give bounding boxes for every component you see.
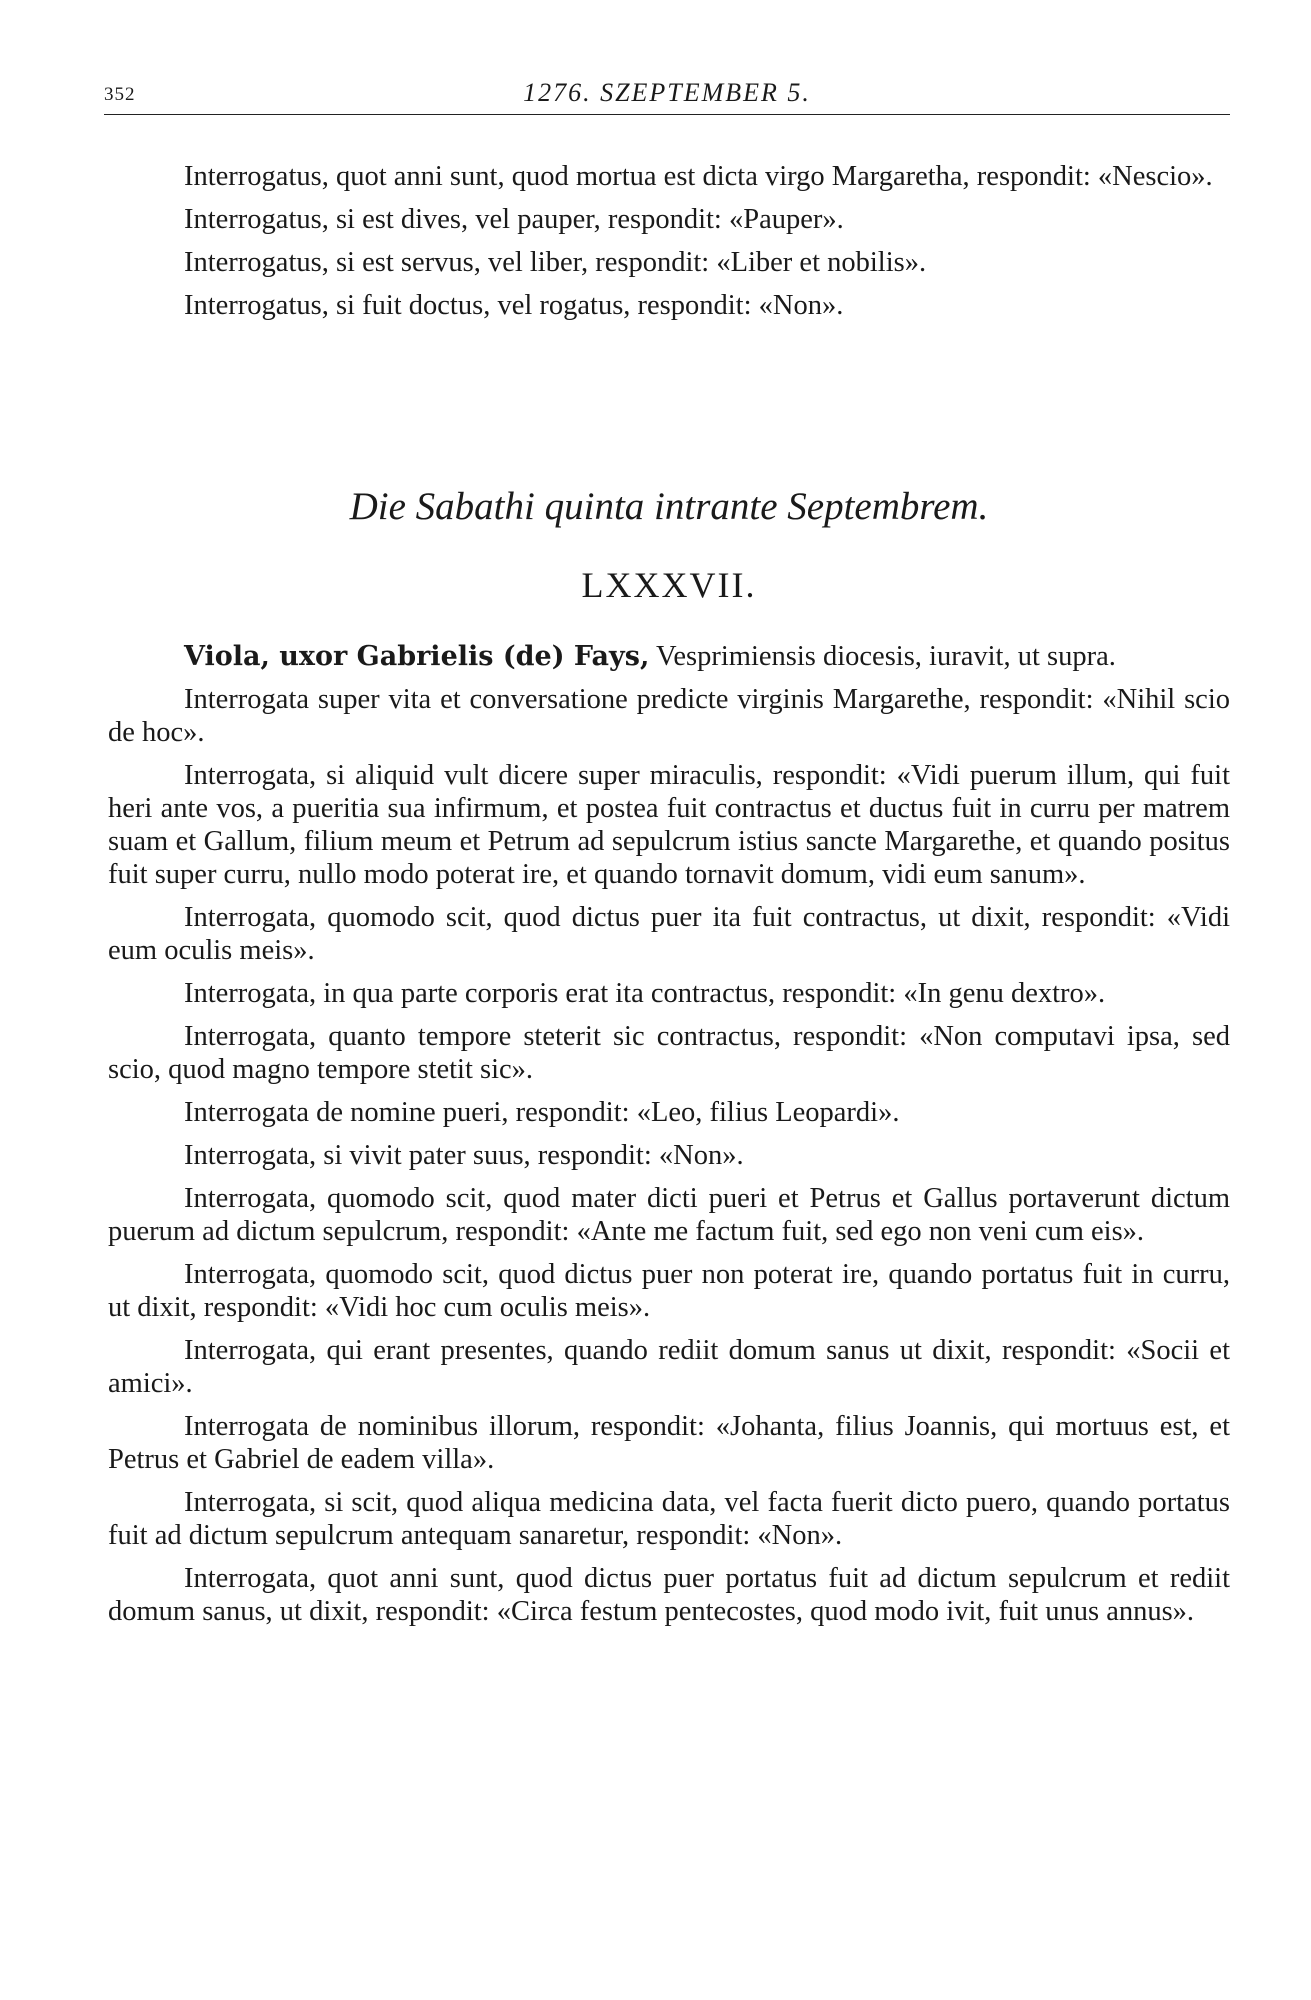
paragraph: Interrogata, si scit, quod aliqua medicina data, vel facta fuerit dicto puero, quando portatus fuit ad dictum sepulcrum antequam sanaretur, respondit: «Non». [108, 1487, 1230, 1551]
running-title: 1276. SZEPTEMBER 5. [523, 78, 811, 107]
testimony-text-block [108, 640, 1230, 1638]
section-title: Die Sabathi quinta intrante Septembrem. [349, 485, 989, 528]
paragraph: Interrogata, in qua parte corporis erat ita contractus, respondit: «In genu dextro». [184, 978, 1106, 1009]
paragraph: Interrogata, quot anni sunt, quod dictus puer portatus fuit ad dictum sepulcrum et rediit domum sanus, ut dixit, respondit: «Circa festum pentecostes, quod modo ivit, fuit unus annus». [108, 1563, 1230, 1627]
paragraph: Interrogatus, si est servus, vel liber, respondit: «Liber et nobilis». [184, 247, 927, 278]
paragraph: Interrogata de nomine pueri, respondit: «Leo, filius Leopardi». [184, 1097, 900, 1128]
paragraph: Interrogata, quomodo scit, quod dictus puer non poterat ire, quando portatus fuit in curru, ut dixit, respondit: «Vidi hoc cum oculis meis». [108, 1259, 1230, 1323]
paragraph: Interrogata, si aliquid vult dicere super miraculis, respondit: «Vidi puerum illum, qui fuit heri ante vos, a pueritia sua infirmum, et postea fuit contractus et ductus fuit in curru per matrem suam et Gallum, filium meum et Petrum ad sepulcrum istius sancte Margarethe, et quando positus fuit super curru, nullo modo poterat ire, et quando tornavit domum, vidi eum sanum». [108, 760, 1230, 890]
paragraph: Interrogata, quomodo scit, quod dictus puer ita fuit contractus, ut dixit, respondit: «Vidi eum oculis meis». [108, 902, 1230, 966]
paragraph: Interrogatus, si est dives, vel pauper, respondit: «Pauper». [184, 204, 844, 235]
witness-paragraph [108, 640, 1230, 673]
paragraph: Interrogatus, si fuit doctus, vel rogatus, respondit: «Non». [184, 290, 844, 321]
paragraph: Interrogatus, quot anni sunt, quod mortua est dicta virgo Margaretha, respondit: «Nescio». [184, 161, 1213, 192]
paragraph: Interrogata, qui erant presentes, quando rediit domum sanus ut dixit, respondit: «Socii et amici». [108, 1335, 1230, 1399]
witness-name: Viola, uxor Gabrielis (de) Fays, [184, 641, 650, 672]
paragraph: Interrogata, quomodo scit, quod mater dicti pueri et Petrus et Gallus portaverunt dictum puerum ad dictum sepulcrum, respondit: «Ante me factum fuit, sed ego non veni cum eis». [108, 1183, 1230, 1247]
page-number: 352 [104, 84, 136, 105]
paragraph: Interrogata, si vivit pater suus, respondit: «Non». [184, 1140, 744, 1171]
paragraph: Interrogata super vita et conversatione predicte virginis Margarethe, respondit: «Nihil scio de hoc». [108, 684, 1230, 748]
section-number: LXXXVII. [581, 565, 757, 605]
running-head [104, 74, 1230, 115]
top-text-block [108, 160, 1230, 332]
paragraph: Interrogata, quanto tempore steterit sic contractus, respondit: «Non computavi ipsa, sed scio, quod magno tempore stetit sic». [108, 1021, 1230, 1085]
paragraph: Interrogata de nominibus illorum, respondit: «Johanta, filius Joannis, qui mortuus est, et Petrus et Gabriel de eadem villa». [108, 1411, 1230, 1475]
witness-oath: Vesprimiensis diocesis, iuravit, ut supra. [649, 641, 1116, 672]
